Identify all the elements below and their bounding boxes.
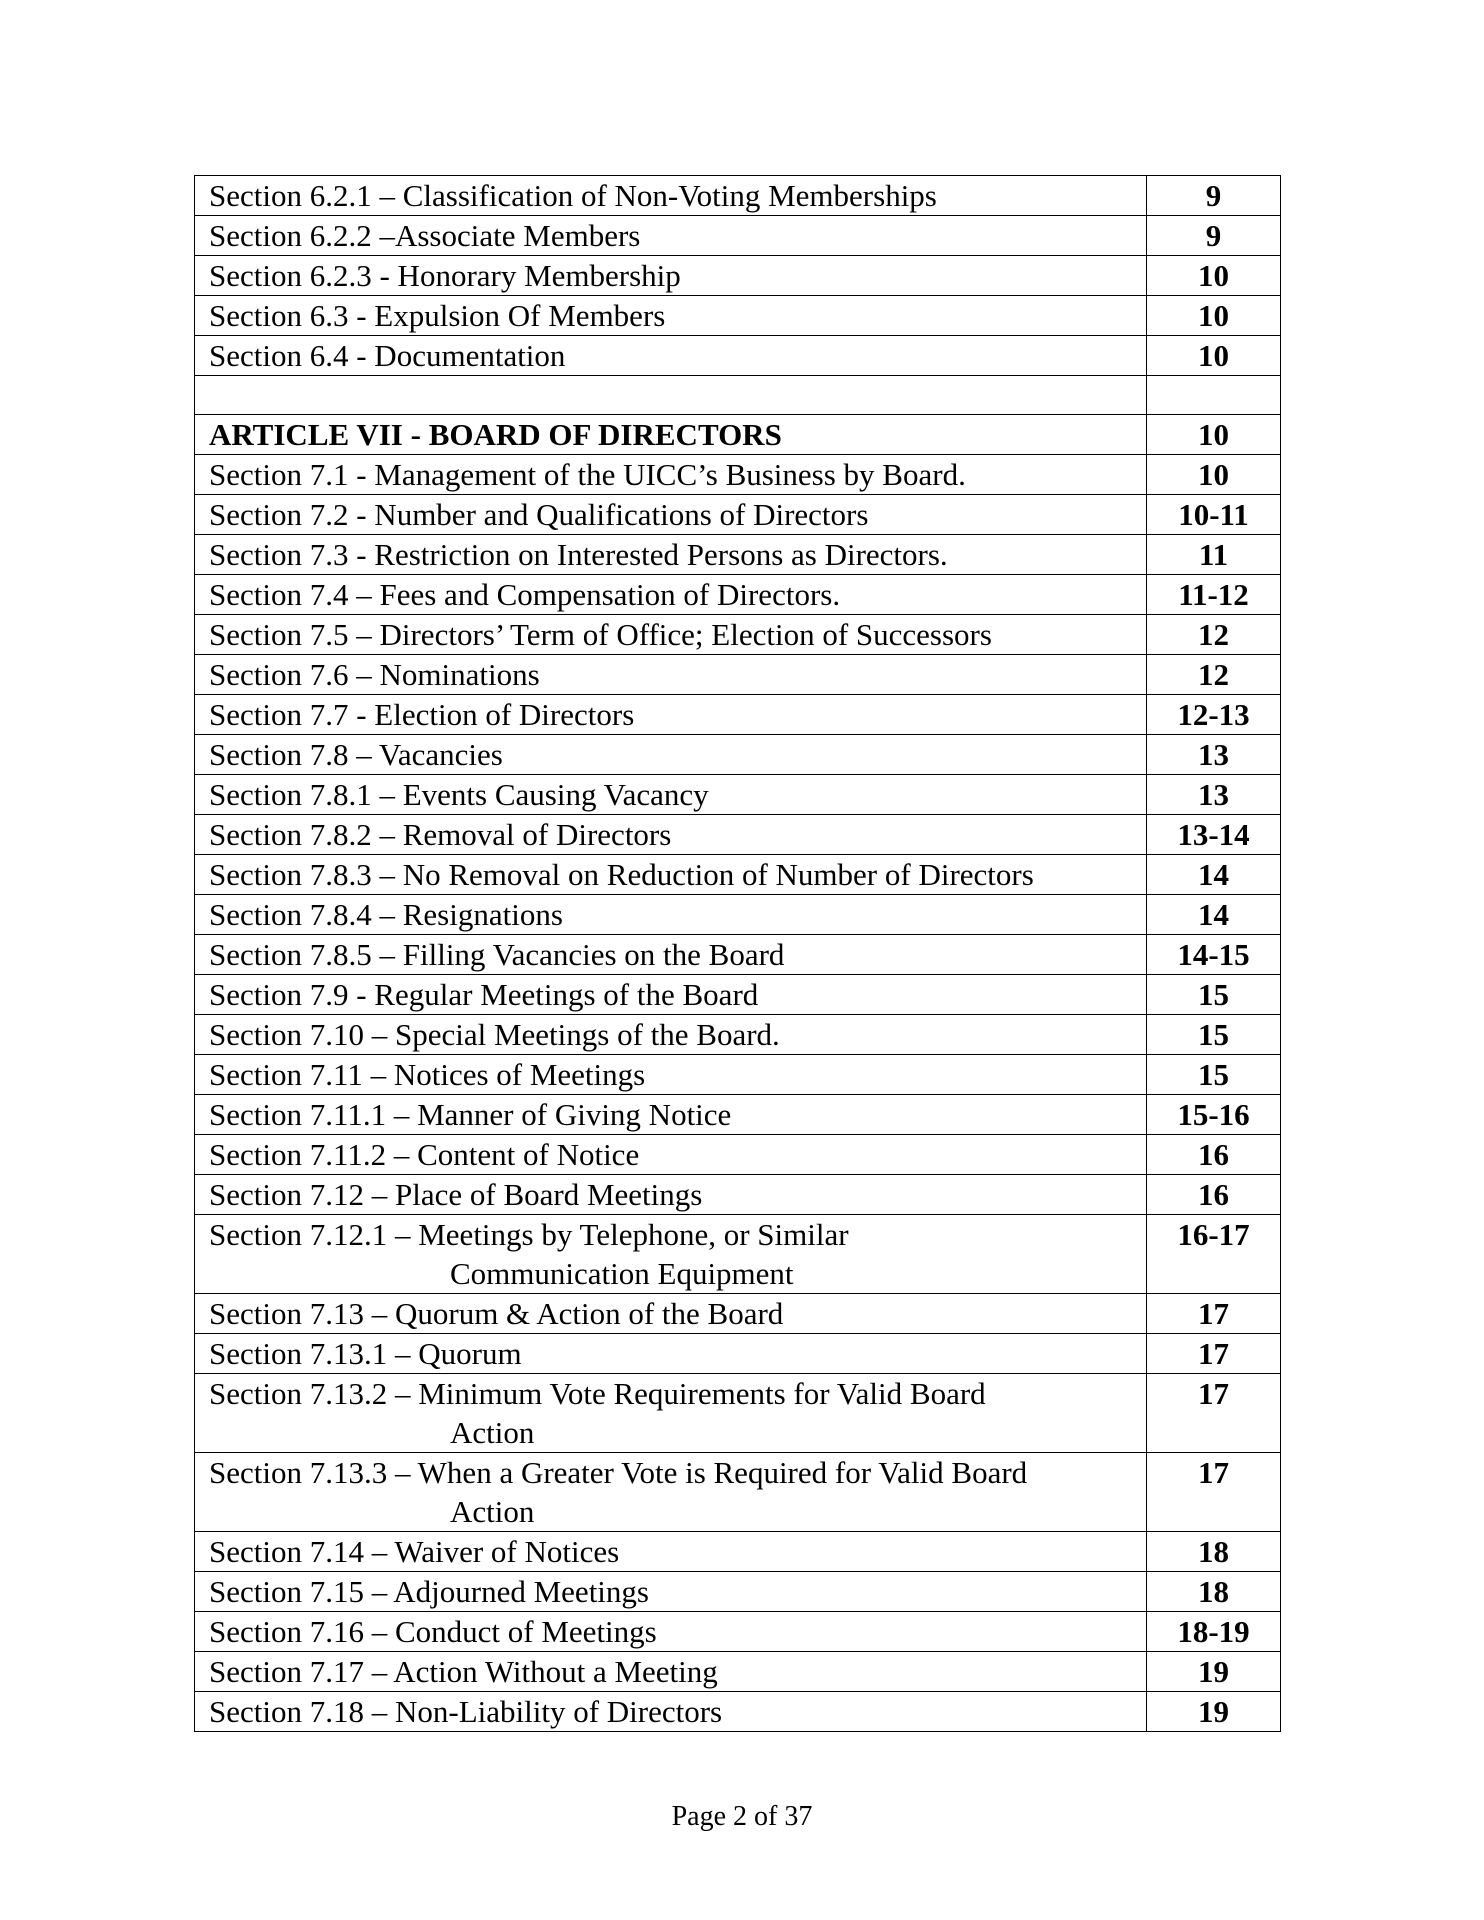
table-row (195, 615, 1281, 655)
table-row (195, 1095, 1281, 1135)
toc-entry-title: Section 7.7 - Election of Directors (195, 695, 1147, 735)
toc-entry-page: 13 (1147, 735, 1281, 775)
table-row (195, 1215, 1281, 1294)
toc-entry-page: 15 (1147, 975, 1281, 1015)
table-row (195, 1612, 1281, 1652)
table-row (195, 296, 1281, 336)
table-row (195, 975, 1281, 1015)
toc-entry-title: Section 7.6 – Nominations (195, 655, 1147, 695)
toc-entry-title: Section 6.2.1 – Classification of Non-Voting Memberships (195, 176, 1147, 216)
table-row (195, 256, 1281, 296)
toc-entry-title-multiline (195, 1453, 1147, 1532)
toc-entry-title: Section 7.8.5 – Filling Vacancies on the Board (195, 935, 1147, 975)
toc-entry-page: 10 (1147, 415, 1281, 455)
toc-entry-title-line1: Section 7.13.3 – When a Greater Vote is Required for Valid Board (209, 1455, 1028, 1490)
table-row (195, 1175, 1281, 1215)
toc-entry-page: 14-15 (1147, 935, 1281, 975)
table-row (195, 1652, 1281, 1692)
toc-entry-title: Section 7.12 – Place of Board Meetings (195, 1175, 1147, 1215)
toc-entry-page: 17 (1147, 1334, 1281, 1374)
toc-entry-page: 12-13 (1147, 695, 1281, 735)
toc-entry-page: 15 (1147, 1055, 1281, 1095)
toc-entry-page: 10 (1147, 256, 1281, 296)
toc-entry-title: Section 6.3 - Expulsion Of Members (195, 296, 1147, 336)
table-row (195, 575, 1281, 615)
toc-entry-page: 11 (1147, 535, 1281, 575)
toc-entry-page: 9 (1147, 176, 1281, 216)
table-row (195, 1572, 1281, 1612)
toc-entry-title: Section 7.17 – Action Without a Meeting (195, 1652, 1147, 1692)
toc-entry-page: 10 (1147, 455, 1281, 495)
table-row (195, 495, 1281, 535)
table-row (195, 895, 1281, 935)
toc-entry-title: Section 6.4 - Documentation (195, 336, 1147, 376)
table-row (195, 1692, 1281, 1732)
toc-entry-page: 19 (1147, 1692, 1281, 1732)
page-number-footer: Page 2 of 37 (671, 1801, 813, 1832)
toc-entry-title: Section 7.5 – Directors’ Term of Office; Election of Successors (195, 615, 1147, 655)
toc-entry-title-line2: Action (450, 1494, 535, 1529)
toc-entry-title: Section 7.11.2 – Content of Notice (195, 1135, 1147, 1175)
toc-entry-title-line1: Section 7.13.2 – Minimum Vote Requirements for Valid Board (209, 1376, 986, 1411)
table-row (195, 1334, 1281, 1374)
toc-entry-page (1147, 376, 1281, 415)
toc-entry-title: Section 7.8 – Vacancies (195, 735, 1147, 775)
toc-entry-page: 13-14 (1147, 815, 1281, 855)
toc-entry-title: Section 7.4 – Fees and Compensation of Directors. (195, 575, 1147, 615)
table-row (195, 336, 1281, 376)
table-row (195, 1015, 1281, 1055)
table-row-empty (195, 376, 1281, 415)
toc-entry-title: Section 7.16 – Conduct of Meetings (195, 1612, 1147, 1652)
toc-entry-page: 14 (1147, 855, 1281, 895)
toc-entry-title: Section 7.13.1 – Quorum (195, 1334, 1147, 1374)
table-row (195, 176, 1281, 216)
toc-entry-page: 18 (1147, 1572, 1281, 1612)
toc-entry-title-line1: Section 7.12.1 – Meetings by Telephone, or Similar (209, 1217, 849, 1252)
toc-entry-title: Section 7.8.2 – Removal of Directors (195, 815, 1147, 855)
table-row (195, 735, 1281, 775)
toc-entry-title: Section 7.2 - Number and Qualifications of Directors (195, 495, 1147, 535)
toc-entry-title (195, 376, 1147, 415)
toc-entry-title: Section 7.3 - Restriction on Interested Persons as Directors. (195, 535, 1147, 575)
toc-entry-page: 10 (1147, 336, 1281, 376)
table-row (195, 1055, 1281, 1095)
toc-entry-title: Section 7.8.4 – Resignations (195, 895, 1147, 935)
toc-entry-title: Section 7.9 - Regular Meetings of the Board (195, 975, 1147, 1015)
toc-entry-page: 11-12 (1147, 575, 1281, 615)
table-row (195, 935, 1281, 975)
toc-entry-page: 12 (1147, 655, 1281, 695)
toc-entry-page: 16-17 (1147, 1215, 1281, 1294)
table-of-contents (194, 175, 1281, 1732)
table-row (195, 815, 1281, 855)
toc-entry-page: 17 (1147, 1374, 1281, 1453)
table-row (195, 1453, 1281, 1532)
article-heading-title: ARTICLE VII - BOARD OF DIRECTORS (195, 415, 1147, 455)
table-row (195, 855, 1281, 895)
toc-entry-title: Section 7.8.1 – Events Causing Vacancy (195, 775, 1147, 815)
table-row (195, 1294, 1281, 1334)
toc-entry-page: 12 (1147, 615, 1281, 655)
toc-entry-title: Section 7.1 - Management of the UICC’s Business by Board. (195, 455, 1147, 495)
toc-entry-title: Section 6.2.3 - Honorary Membership (195, 256, 1147, 296)
toc-entry-title: Section 7.13 – Quorum & Action of the Board (195, 1294, 1147, 1334)
toc-entry-page: 17 (1147, 1294, 1281, 1334)
toc-entry-title: Section 6.2.2 –Associate Members (195, 216, 1147, 256)
toc-entry-page: 15-16 (1147, 1095, 1281, 1135)
toc-entry-page: 10 (1147, 296, 1281, 336)
toc-entry-title-line2: Action (450, 1415, 535, 1450)
toc-entry-page: 16 (1147, 1135, 1281, 1175)
toc-entry-title: Section 7.15 – Adjourned Meetings (195, 1572, 1147, 1612)
table-row (195, 455, 1281, 495)
toc-entry-title: Section 7.8.3 – No Removal on Reduction of Number of Directors (195, 855, 1147, 895)
toc-entry-page: 9 (1147, 216, 1281, 256)
toc-entry-page: 15 (1147, 1015, 1281, 1055)
toc-entry-page: 13 (1147, 775, 1281, 815)
table-row (195, 775, 1281, 815)
toc-entry-title-line2: Communication Equipment (450, 1256, 794, 1291)
toc-entry-page: 18-19 (1147, 1612, 1281, 1652)
toc-entry-title: Section 7.10 – Special Meetings of the Board. (195, 1015, 1147, 1055)
table-row (195, 1532, 1281, 1572)
table-row-article-heading (195, 415, 1281, 455)
toc-entry-page: 10-11 (1147, 495, 1281, 535)
toc-entry-title-multiline (195, 1374, 1147, 1453)
table-row (195, 535, 1281, 575)
table-row (195, 1374, 1281, 1453)
table-row (195, 216, 1281, 256)
toc-entry-page: 18 (1147, 1532, 1281, 1572)
toc-entry-page: 17 (1147, 1453, 1281, 1532)
toc-entry-title: Section 7.14 – Waiver of Notices (195, 1532, 1147, 1572)
table-row (195, 695, 1281, 735)
toc-entry-title: Section 7.11.1 – Manner of Giving Notice (195, 1095, 1147, 1135)
table-row (195, 1135, 1281, 1175)
toc-entry-title-multiline (195, 1215, 1147, 1294)
toc-entry-page: 14 (1147, 895, 1281, 935)
toc-entry-title: Section 7.11 – Notices of Meetings (195, 1055, 1147, 1095)
toc-entry-page: 16 (1147, 1175, 1281, 1215)
table-row (195, 655, 1281, 695)
toc-entry-title: Section 7.18 – Non-Liability of Directors (195, 1692, 1147, 1732)
toc-entry-page: 19 (1147, 1652, 1281, 1692)
